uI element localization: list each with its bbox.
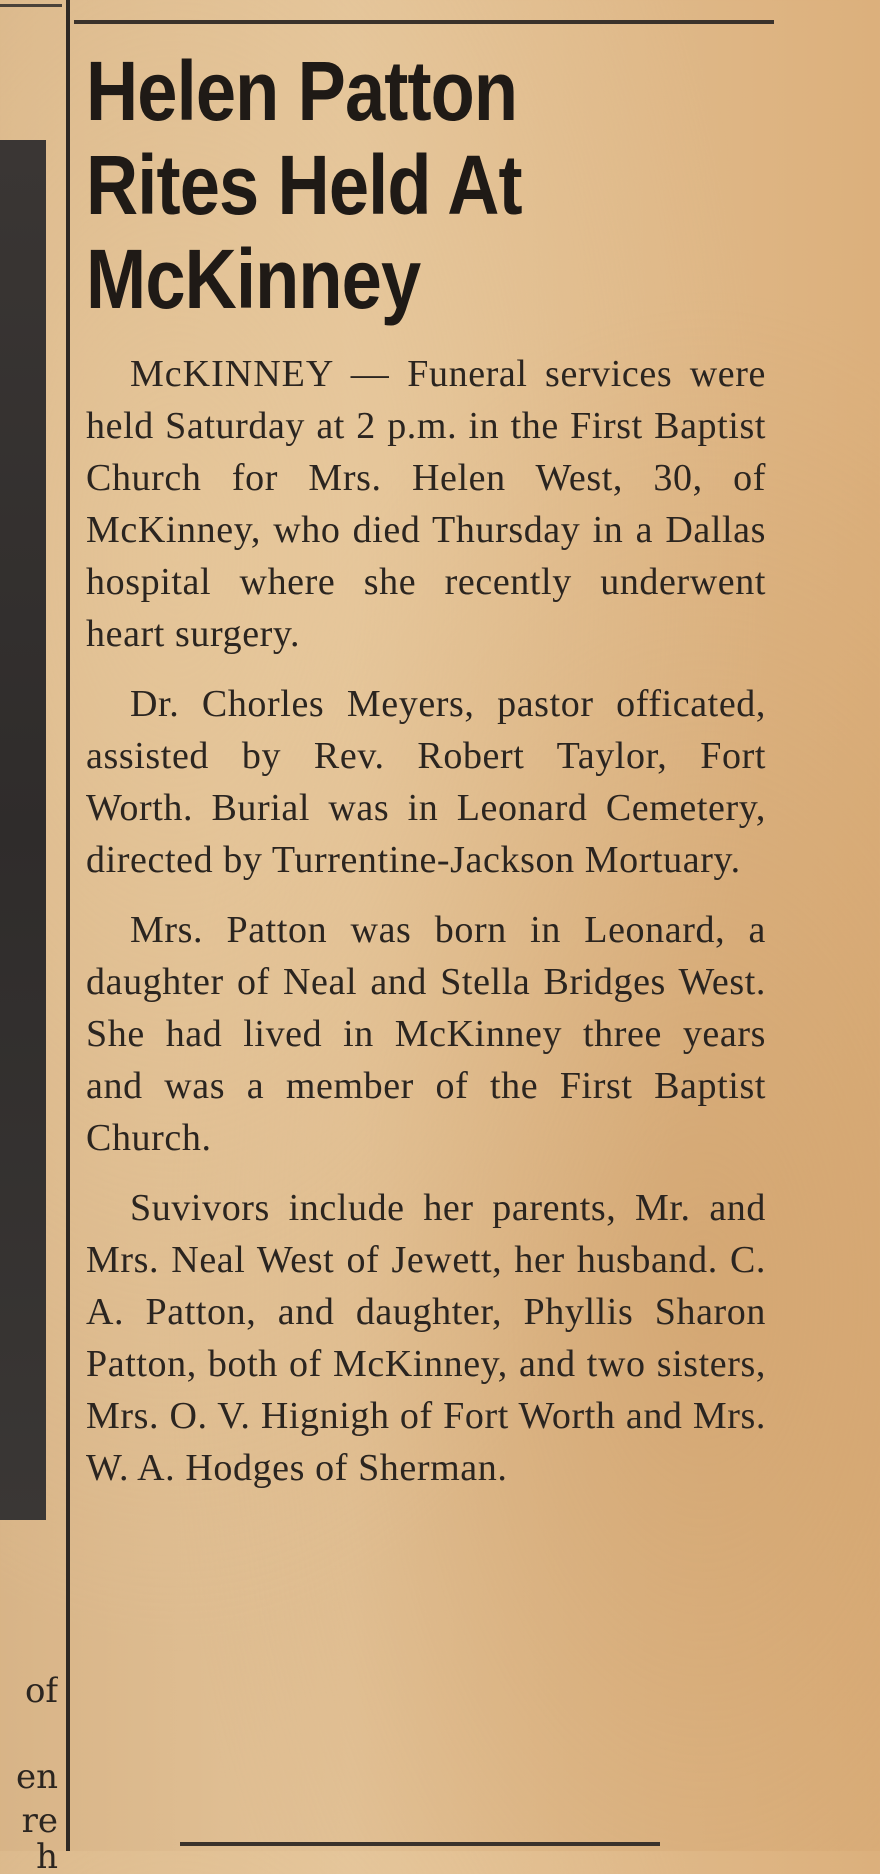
column-rule [66,0,70,1851]
article-body [86,348,766,1494]
headline-line: Rites Held At [86,138,522,232]
headline [86,44,766,326]
paragraph: Suvivors include her parents, Mr. and Mrs. Neal West of Jewett, her husband. C. A. Patton, and daughter, Phyllis Sharon Patton, both of McKinney, and two sisters, Mrs. O. V. Hignigh of Fort Worth and Mrs. W. A. Hodges of Sherman. [86,1187,766,1489]
paragraph [86,348,766,660]
obituary-article [86,44,766,1512]
adjacent-top-rule [0,4,62,7]
paragraph: Mrs. Patton was born in Leonard, a daughter of Neal and Stella Bridges West. She had lived in McKinney three years and was a member of the First Baptist Church. [86,909,766,1159]
adjacent-text-fragment: re [21,1804,58,1838]
top-rule [74,20,774,24]
headline-line: McKinney [86,232,421,326]
bottom-rule [180,1842,660,1846]
adjacent-column [0,0,66,1874]
paragraph-text: Funeral services were held Saturday at 2 p.m. in the First Baptist Church for Mrs. Helen West, 30, of McKinney, who died Thursday in a Dallas hospital where she recently underwent heart surgery. [86,353,766,655]
adjacent-text-fragment: en [15,1760,58,1794]
adjacent-photo [0,140,46,1520]
adjacent-text-fragment: of [24,1674,58,1708]
dateline: McKINNEY — [130,353,390,395]
paragraph: Dr. Chorles Meyers, pastor officated, assisted by Rev. Robert Taylor, Fort Worth. Burial was in Leonard Cemetery, directed by Turrentine-Jackson Mortuary. [86,683,766,881]
headline-line: Helen Patton [86,44,518,138]
adjacent-text-fragment: h [36,1840,58,1874]
